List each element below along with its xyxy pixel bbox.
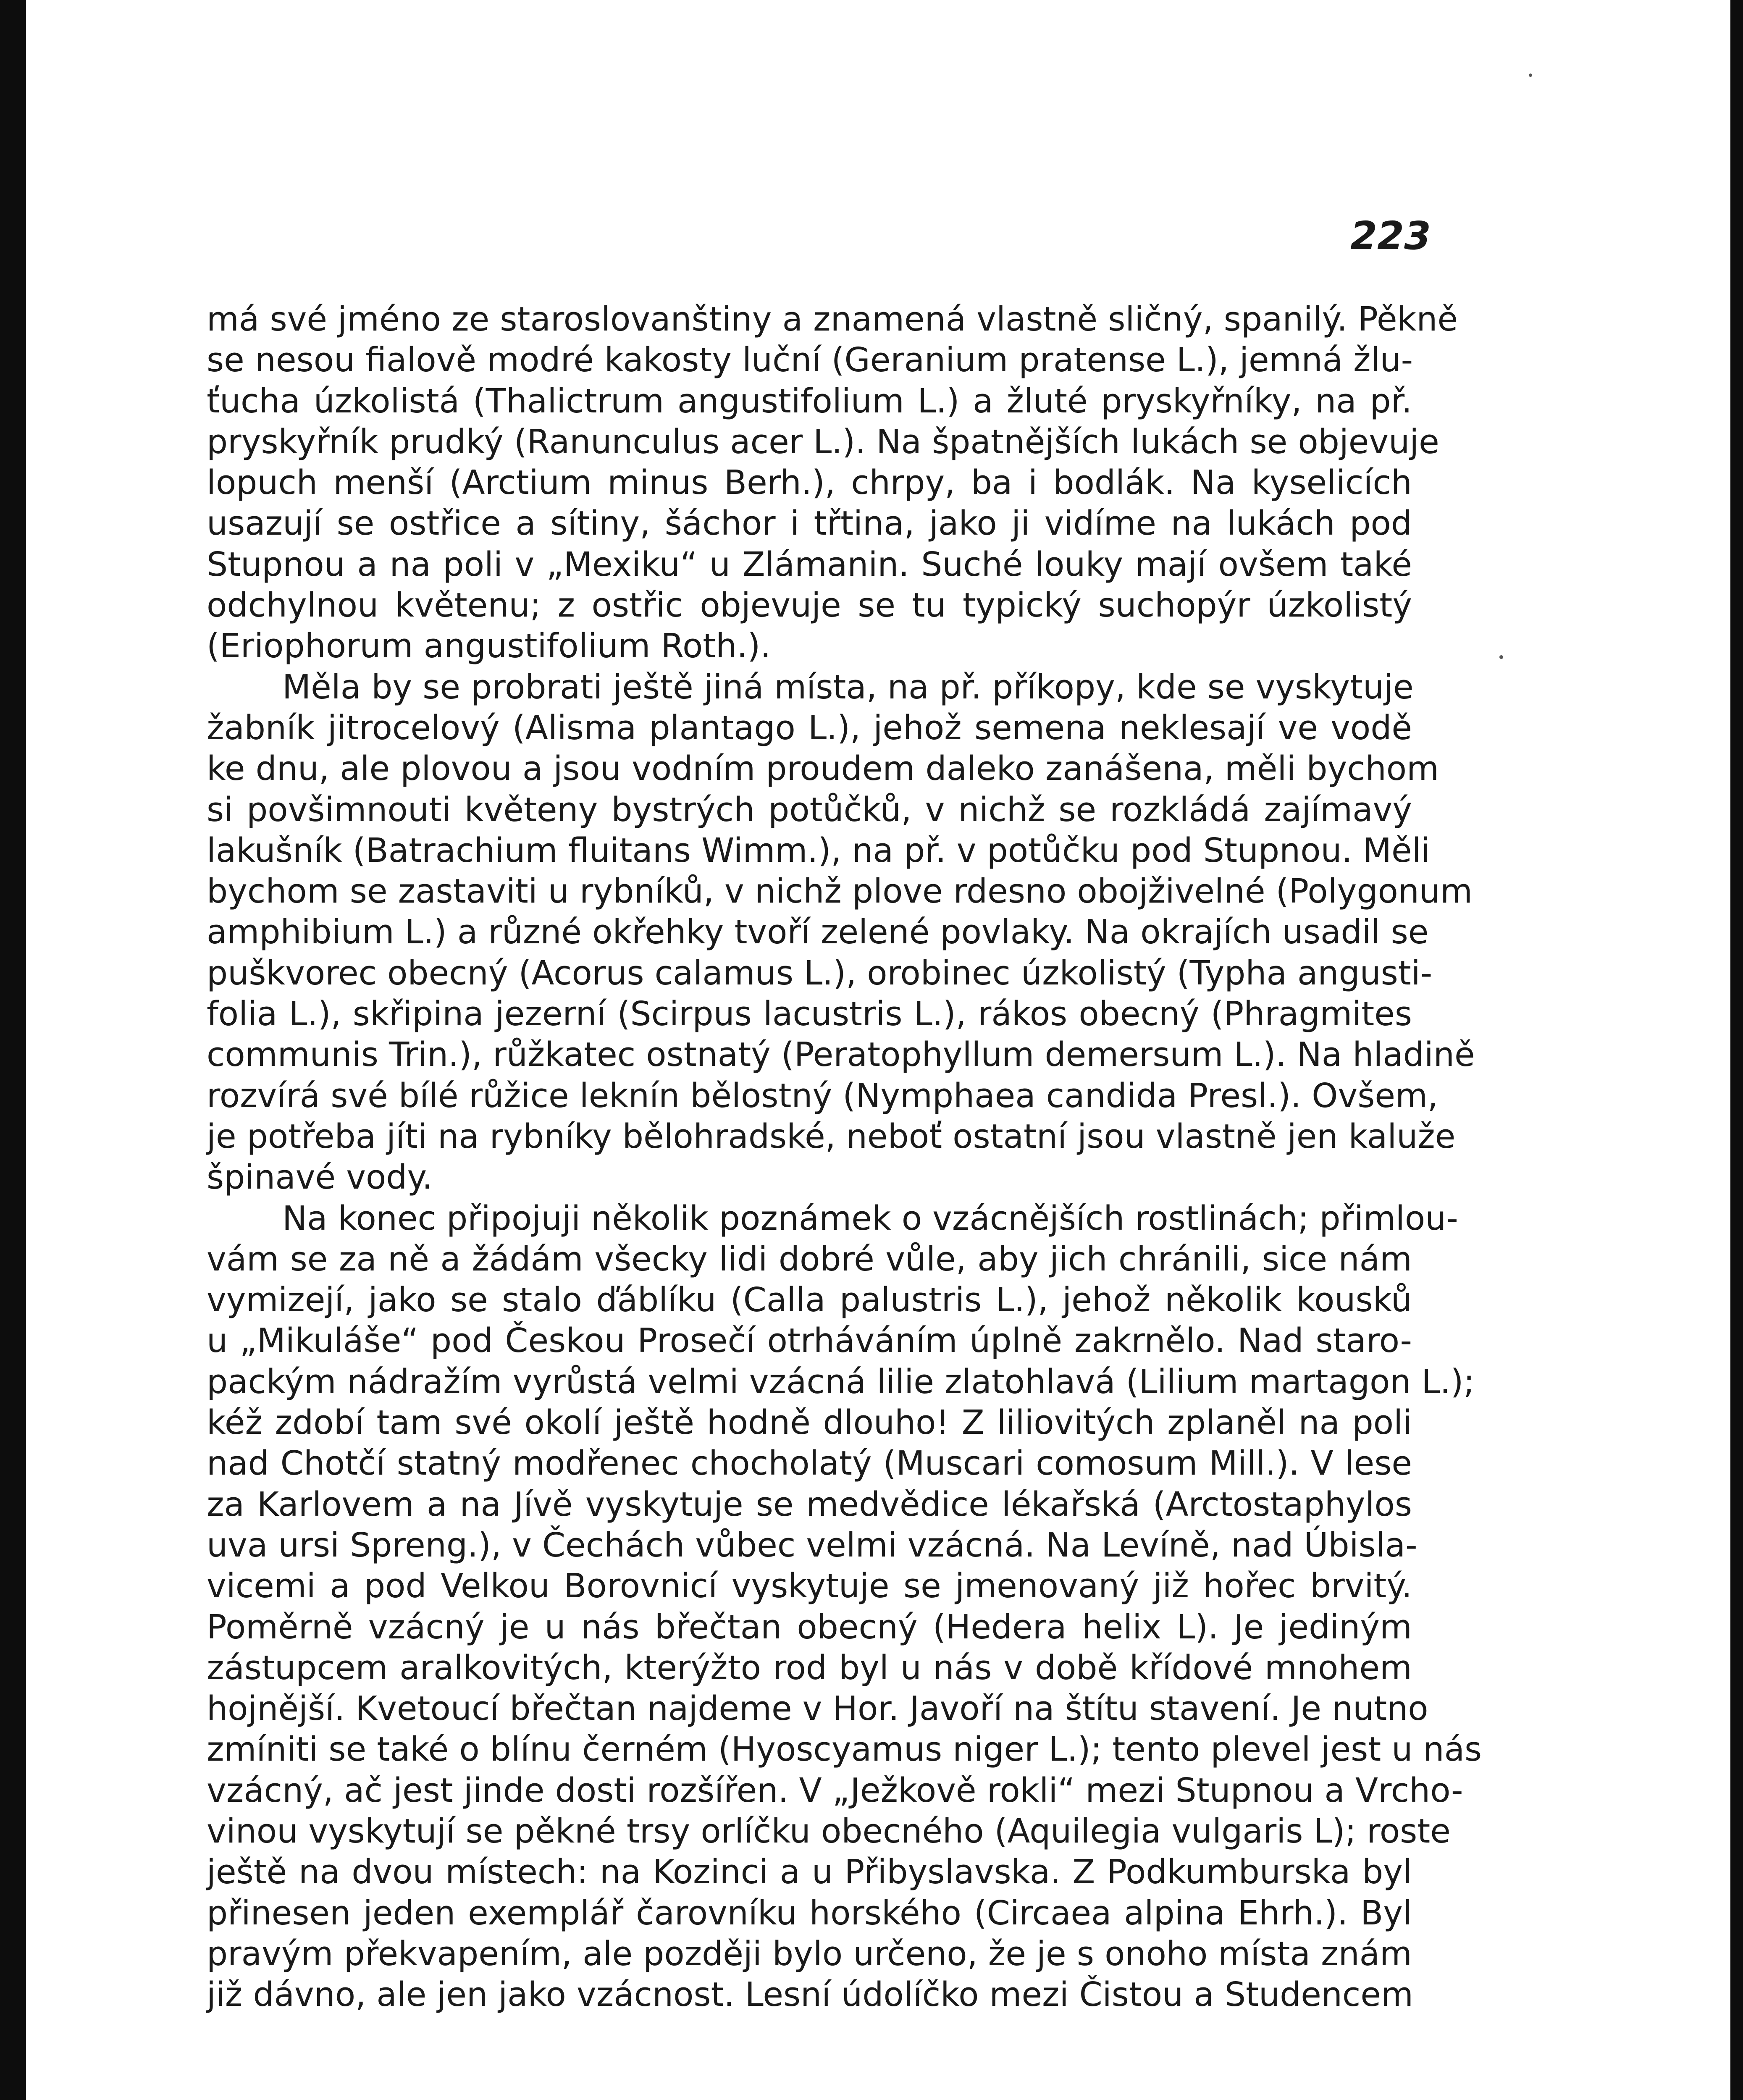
scan-left-border: [0, 0, 26, 2100]
text-line: má své jméno ze staroslovanštiny a znamená vlastně sličný, spanilý. Pěkně: [207, 300, 1458, 339]
text-line: špinavé vody.: [207, 1158, 433, 1197]
text-line: usazují se ostřice a sítiny, šáchor i třtina, jako ji vidíme na lukách pod: [207, 504, 1412, 543]
text-line: ještě na dvou místech: na Kozinci a u Přibyslavska. Z Podkumburska byl: [207, 1853, 1412, 1892]
text-line: si povšimnouti květeny bystrých potůčků, v nichž se rozkládá zajímavý: [207, 790, 1412, 829]
text-line: pryskyřník prudký (Ranunculus acer L.). Na špatnějších lukách se objevuje: [207, 422, 1439, 461]
text-line: hojnější. Kvetoucí břečtan najdeme v Hor. Javoří na štítu stavení. Je nutno: [207, 1689, 1428, 1728]
scan-right-border: [1730, 0, 1743, 2100]
text-line: Měla by se probrati ještě jiná místa, na př. příkopy, kde se vyskytuje: [282, 667, 1414, 706]
text-line: rozvírá své bílé růžice leknín bělostný (Nymphaea candida Presl.). Ovšem,: [207, 1076, 1438, 1115]
text-line: uva ursi Spreng.), v Čechách vůbec velmi vzácná. Na Levíně, nad Úbisla-: [207, 1525, 1418, 1564]
paragraph: [207, 299, 1458, 667]
text-line: vzácný, ač jest jinde dosti rozšířen. V „Ježkově rokli“ mezi Stupnou a Vrcho-: [207, 1771, 1463, 1810]
text-line: Stupnou a na poli v „Mexiku“ u Zlámanin. Suché louky mají ovšem také: [207, 545, 1412, 584]
text-line: za Karlovem a na Jívě vyskytuje se medvědice lékařská (Arctostaphylos: [207, 1485, 1412, 1524]
scan-speck: [1499, 655, 1503, 659]
text-line: se nesou fialově modré kakosty luční (Geranium pratense L.), jemná žlu-: [207, 341, 1413, 380]
text-line: zmíniti se také o blínu černém (Hyoscyamus niger L.); tento plevel jest u nás: [207, 1730, 1482, 1769]
text-line: bychom se zastaviti u rybníků, v nichž plove rdesno obojživelné (Polygonum: [207, 872, 1473, 911]
text-line: vinou vyskytují se pěkné trsy orlíčku obecného (Aquilegia vulgaris L); roste: [207, 1811, 1451, 1851]
text-line: zástupcem aralkovitých, kterýžto rod byl u nás v době křídové mnohem: [207, 1648, 1412, 1687]
text-line: ťucha úzkolistá (Thalictrum angustifolium L.) a žluté pryskyřníky, na př.: [207, 381, 1412, 420]
text-line: kéž zdobí tam své okolí ještě hodně dlouho! Z liliovitých zplaněl na poli: [207, 1403, 1412, 1442]
text-line: (Eriophorum angustifolium Roth.).: [207, 627, 771, 666]
text-line: packým nádražím vyrůstá velmi vzácná lilie zlatohlavá (Lilium martagon L.);: [207, 1362, 1475, 1401]
text-line: amphibium L.) a různé okřehky tvoří zelené povlaky. Na okrajích usadil se: [207, 913, 1429, 952]
text-line: již dávno, ale jen jako vzácnost. Lesní údolíčko mezi Čistou a Studencem: [207, 1975, 1413, 2014]
text-line: nad Chotčí statný modřenec chocholatý (Muscari comosum Mill.). V lese: [207, 1444, 1412, 1483]
text-line: u „Mikuláše“ pod Českou Prosečí otrháváním úplně zakrnělo. Nad staro-: [207, 1321, 1412, 1360]
text-line: vám se za ně a žádám všecky lidi dobré vůle, aby jich chránili, sice nám: [207, 1239, 1412, 1278]
text-line: Poměrně vzácný je u nás břečtan obecný (Hedera helix L). Je jediným: [207, 1607, 1412, 1646]
scan-speck: [1529, 74, 1532, 77]
text-line: pravým překvapením, ale později bylo určeno, že je s onoho místa znám: [207, 1934, 1412, 1973]
text-line: je potřeba jíti na rybníky bělohradské, neboť ostatní jsou vlastně jen kaluže: [207, 1117, 1456, 1156]
paragraph: [207, 1198, 1482, 2016]
text-line: lakušník (Batrachium fluitans Wimm.), na př. v potůčku pod Stupnou. Měli: [207, 831, 1431, 870]
text-line: žabník jitrocelový (Alisma plantago L.), jehož semena neklesají ve vodě: [207, 708, 1412, 747]
text-line: přinesen jeden exemplář čarovníku horského (Circaea alpina Ehrh.). Byl: [207, 1893, 1412, 1932]
body-text: [207, 299, 1482, 2015]
text-line: folia L.), skřipina jezerní (Scirpus lacustris L.), rákos obecný (Phragmites: [207, 995, 1412, 1034]
text-line: vicemi a pod Velkou Borovnicí vyskytuje se jmenovaný již hořec brvitý.: [207, 1567, 1412, 1606]
text-line: vymizejí, jako se stalo ďáblíku (Calla palustris L.), jehož několik kousků: [207, 1281, 1412, 1320]
paragraph: [207, 667, 1475, 1198]
text-line: ke dnu, ale plovou a jsou vodním proudem daleko zanášena, měli bychom: [207, 749, 1439, 788]
text-line: puškvorec obecný (Acorus calamus L.), orobinec úzkolistý (Typha angusti-: [207, 953, 1433, 992]
text-line: odchylnou květenu; z ostřic objevuje se tu typický suchopýr úzkolistý: [207, 586, 1412, 625]
text-line: Na konec připojuji několik poznámek o vzácnějších rostlinách; přimlou-: [282, 1199, 1458, 1238]
text-line: communis Trin.), růžkatec ostnatý (Peratophyllum demersum L.). Na hladině: [207, 1035, 1475, 1074]
page-number: 223: [1350, 213, 1431, 258]
text-line: lopuch menší (Arctium minus Berh.), chrpy, ba i bodlák. Na kyselicích: [207, 463, 1412, 502]
